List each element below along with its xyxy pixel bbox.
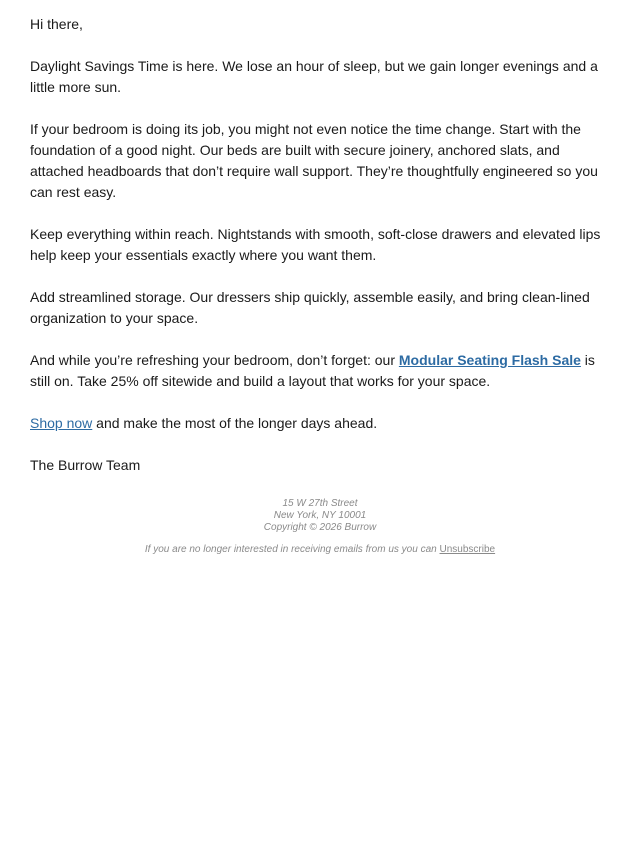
modular-seating-flash-sale-link[interactable]: Modular Seating Flash Sale	[398, 352, 581, 368]
paragraph-nightstands: Keep everything within reach. Nightstands with smooth, soft-close drawers and elevated lips help keep your essentials exactly where you want them.	[30, 226, 601, 263]
copyright: Copyright © 2026 Burrow	[263, 522, 377, 533]
unsubscribe-line	[0, 544, 640, 556]
unsubscribe-link[interactable]: Unsubscribe	[439, 544, 496, 555]
flash-sale-text-before: And while you’re refreshing your bedroom, don’t forget: our	[30, 352, 399, 368]
greeting: Hi there,	[30, 16, 83, 32]
signoff: The Burrow Team	[30, 457, 141, 473]
paragraph-beds: If your bedroom is doing its job, you might not even notice the time change. Start with the foundation of a good night. Our beds are built with secure joinery, anchored slats, and attached headboards that don’t require wall support. They’re thoughtfully engineered so you can rest easy.	[30, 121, 598, 200]
paragraph-dst: Daylight Savings Time is here. We lose an hour of sleep, but we gain longer evenings and a little more sun.	[30, 58, 598, 95]
footer-address	[0, 498, 640, 534]
paragraph-shop-now	[30, 413, 610, 434]
address-line-2: New York, NY 10001	[273, 510, 367, 521]
address-line-1: 15 W 27th Street	[282, 498, 358, 509]
shop-now-link[interactable]: Shop now	[30, 415, 93, 431]
unsubscribe-text: If you are no longer interested in receiving emails from us you can	[144, 544, 440, 555]
paragraph-flash-sale	[30, 350, 610, 392]
shop-now-text-after: and make the most of the longer days ahead.	[92, 415, 378, 431]
flash-sale-text-after: is still on. Take 25% off sitewide and build a layout that works for your space.	[30, 352, 595, 389]
paragraph-dressers: Add streamlined storage. Our dressers ship quickly, assemble easily, and bring clean-lined organization to your space.	[30, 289, 590, 326]
email-footer	[0, 498, 640, 556]
